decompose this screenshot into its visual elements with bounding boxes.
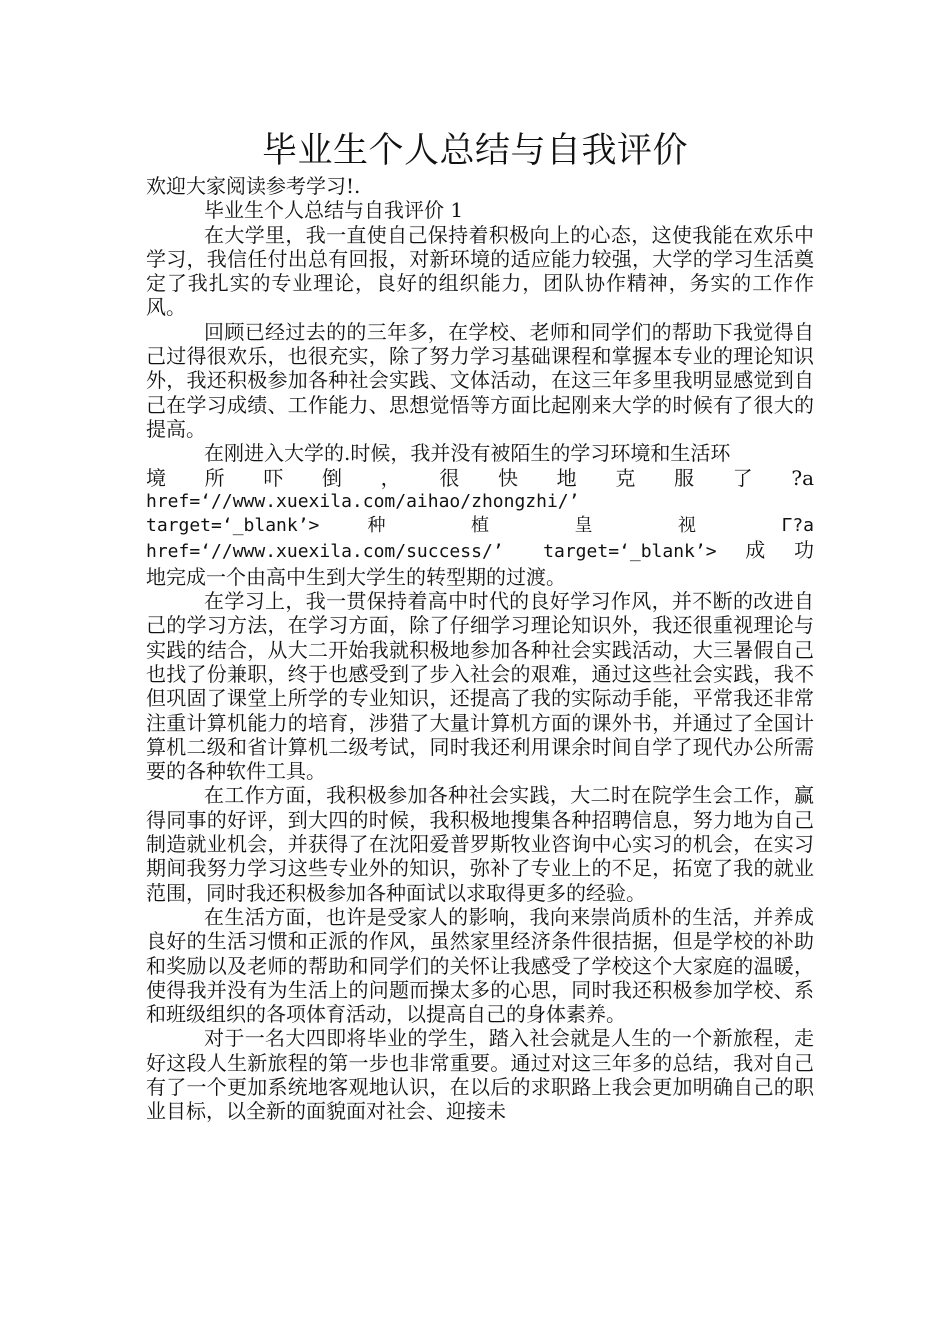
paragraph-1: 在大学里，我一直使自己保持着积极向上的心态，这使我能在欢乐中学习，我信任付出总有回报，对新环境的适应能力较强，大学的学习生活奠定了我扎实的专业理论，良好的组织能力，团队协作精神，务实的工作作风。 [146, 222, 814, 320]
paragraph-3-line-6: 地完成一个由高中生到大学生的转型期的过渡。 [146, 564, 566, 589]
paragraph-7: 对于一名大四即将毕业的学生，踏入社会就是人生的一个新旅程，走好这段人生新旅程的第一步也非常重要。通过对这三年多的总结，我对自己有了一个更加系统地客观地认识，在以后的求职路上我会更加明确自己的职业目标，以全新的面貌面对社会、迎接未 [146, 1026, 814, 1124]
paragraph-3-line-5 [146, 538, 814, 564]
paragraph-2: 回顾已经过去的的三年多，在学校、老师和同学们的帮助下我觉得自己过得很欢乐，也很充实，除了努力学习基础课程和掌握本专业的理论知识外，我还积极参加各种社会实践、文体活动，在这三年多里我明显感觉到自己在学习成绩、工作能力、思想觉悟等方面比起刚来大学的时候有了很大的提高。 [146, 319, 814, 441]
paragraph-4: 在学习上，我一贯保持着高中时代的良好学习作风，并不断的改进自己的学习方法，在学习方面，除了仔细学习理论知识外，我还很重视理论与实践的结合，从大二开始我就积极地参加各种社会实践活动，大三暑假自己也找了份兼职，终于也感受到了步入社会的艰难，通过这些社会实践，我不但巩固了课堂上所学的专业知识，还提高了我的实际动手能，平常我还非常注重计算机能力的培育，涉猎了大量计算机方面的课外书，并通过了全国计算机二级和省计算机二级考试，同时我还利用课余时间自学了现代办公所需要的各种软件工具。 [146, 589, 814, 784]
section-subtitle: 毕业生个人总结与自我评价 1 [204, 198, 464, 223]
intro-line: 欢迎大家阅读参考学习!. [146, 174, 361, 198]
document-title: 毕业生个人总结与自我评价 [261, 131, 688, 171]
paragraph-3-line-2: 境 所 吓 倒 ， 很 快 地 克 服 了 ?a [146, 465, 814, 490]
paragraph-3 [146, 441, 814, 589]
paragraph-3-line-3: href=‘//www.xuexila.com/aihao/zhongzhi/’ [146, 490, 580, 512]
paragraph-3-line-5-text: 成功 [716, 538, 814, 563]
paragraph-3-line-5-code: href=‘//www.xuexila.com/success/’ target=‘_blank’> [146, 541, 717, 563]
paragraph-3-line-4: target=‘_blank’> 种 植 皇 视 Γ?a [146, 515, 814, 537]
paragraph-5: 在工作方面，我积极参加各种社会实践，大二时在院学生会工作，赢得同事的好评，到大四的时候，我积极地搜集各种招聘信息，努力地为自己制造就业机会，并获得了在沈阳爱普罗斯牧业咨询中心实习的机会，在实习期间我努力学习这些专业外的知识，弥补了专业上的不足，拓宽了我的就业范围，同时我还积极参加各种面试以求取得更多的经验。 [146, 783, 814, 905]
paragraph-3-line-1: 在刚进入大学的.时候，我并没有被陌生的学习环境和生活环 [204, 441, 731, 466]
paragraph-6: 在生活方面，也许是受家人的影响，我向来崇尚质朴的生活，并养成良好的生活习惯和正派的作风，虽然家里经济条件很拮据，但是学校的补助和奖励以及老师的帮助和同学们的关怀让我感受了学校这个大家庭的温暖，使得我并没有为生活上的问题而操太多的心思，同时我还积极参加学校、系和班级组织的各项体育活动，以提高自己的身体素养。 [146, 904, 814, 1027]
document-body [146, 174, 814, 1124]
